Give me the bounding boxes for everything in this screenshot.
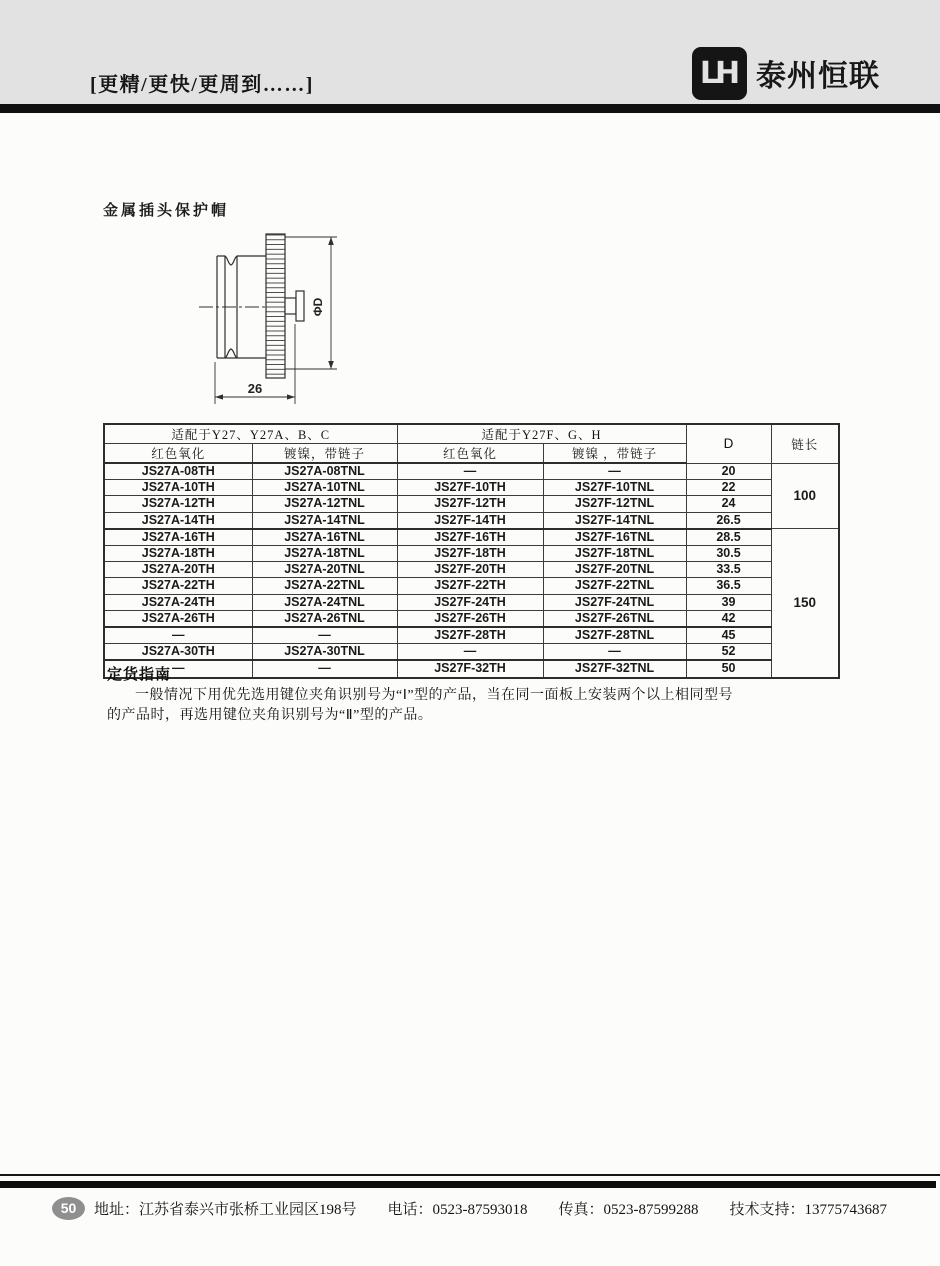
- model-cell: JS27F-12TNL: [543, 496, 686, 512]
- model-cell: JS27A-18TH: [104, 546, 252, 562]
- subheader-red-oxide-a: 红色氧化: [104, 444, 252, 464]
- footer: [52, 1196, 887, 1220]
- knurled-ring: [266, 234, 285, 378]
- model-cell: JS27F-18TH: [397, 546, 543, 562]
- header-slogan: [更精/更快/更周到……]: [90, 74, 314, 96]
- diameter-cell: 39: [686, 594, 771, 610]
- model-cell: JS27A-24TH: [104, 594, 252, 610]
- table-row: [104, 627, 839, 644]
- diameter-cell: 45: [686, 627, 771, 644]
- model-cell: JS27A-26TNL: [252, 610, 397, 627]
- model-cell: JS27A-14TH: [104, 512, 252, 529]
- model-cell: JS27A-30TH: [104, 644, 252, 661]
- model-cell: JS27F-20TH: [397, 562, 543, 578]
- model-cell: JS27A-12TNL: [252, 496, 397, 512]
- company-logo: [692, 46, 880, 100]
- diameter-cell: 50: [686, 660, 771, 677]
- model-cell: JS27A-12TH: [104, 496, 252, 512]
- model-cell: —: [104, 627, 252, 644]
- page-number-badge: 50: [52, 1197, 85, 1220]
- knob-cap: [296, 291, 304, 321]
- model-cell: —: [397, 644, 543, 661]
- table-row: [104, 610, 839, 627]
- subheader-nickel-chain-a: 镀镍，带链子: [252, 444, 397, 464]
- model-cell: JS27F-18TNL: [543, 546, 686, 562]
- table-row: [104, 660, 839, 677]
- model-cell: JS27F-26TH: [397, 610, 543, 627]
- model-cell: JS27A-08TNL: [252, 463, 397, 480]
- group-header-y27f: 适配于Y27F、G、H: [397, 424, 686, 444]
- model-cell: JS27A-14TNL: [252, 512, 397, 529]
- model-cell: JS27A-08TH: [104, 463, 252, 480]
- model-cell: —: [252, 660, 397, 677]
- model-cell: JS27A-22TH: [104, 578, 252, 594]
- header-rule: [0, 104, 940, 113]
- section-title: 金属插头保护帽: [103, 203, 230, 219]
- model-cell: JS27F-24TH: [397, 594, 543, 610]
- model-cell: —: [252, 627, 397, 644]
- dim-width-label: 26: [247, 381, 263, 396]
- model-cell: JS27F-28TH: [397, 627, 543, 644]
- model-cell: JS27F-22TNL: [543, 578, 686, 594]
- model-cell: —: [543, 463, 686, 480]
- model-cell: —: [104, 660, 252, 677]
- subheader-nickel-chain-f: 镀镍 ，带链子: [543, 444, 686, 464]
- model-cell: JS27F-16TH: [397, 529, 543, 546]
- table-row: [104, 644, 839, 661]
- model-cell: JS27F-28TNL: [543, 627, 686, 644]
- model-cell: JS27F-26TNL: [543, 610, 686, 627]
- model-cell: JS27F-32TNL: [543, 660, 686, 677]
- technical-drawing: [185, 221, 355, 413]
- footer-support: 技术支持：13775743687: [729, 1201, 888, 1218]
- group-header-y27: 适配于Y27、Y27A、B、C: [104, 424, 397, 444]
- model-cell: JS27F-24TNL: [543, 594, 686, 610]
- model-cell: JS27F-10TNL: [543, 480, 686, 496]
- diameter-cell: 52: [686, 644, 771, 661]
- table-row: [104, 578, 839, 594]
- ordering-guide-heading: 定货指南: [107, 667, 172, 683]
- table-row: [104, 463, 839, 480]
- table-row: [104, 512, 839, 529]
- chain-length-cell: 100: [771, 463, 839, 529]
- model-cell: JS27F-10TH: [397, 480, 543, 496]
- table-group-header-row: [104, 424, 839, 444]
- model-cell: JS27A-24TNL: [252, 594, 397, 610]
- model-cell: JS27A-30TNL: [252, 644, 397, 661]
- model-cell: JS27F-14TH: [397, 512, 543, 529]
- diameter-cell: 30.5: [686, 546, 771, 562]
- model-cell: JS27F-20TNL: [543, 562, 686, 578]
- footer-phone: 电话：0523-87593018: [387, 1201, 528, 1218]
- spec-table-body: [104, 463, 839, 678]
- company-name: 泰州恒联: [756, 60, 880, 93]
- model-cell: JS27F-16TNL: [543, 529, 686, 546]
- knob-stem: [285, 298, 296, 314]
- model-cell: —: [543, 644, 686, 661]
- diameter-cell: 22: [686, 480, 771, 496]
- diameter-cell: 20: [686, 463, 771, 480]
- model-cell: JS27A-18TNL: [252, 546, 397, 562]
- table-row: [104, 546, 839, 562]
- model-cell: JS27A-10TH: [104, 480, 252, 496]
- ordering-guide-line-2: 的产品时，再选用键位夹角识别号为“Ⅱ”型的产品。: [107, 708, 433, 723]
- table-row: [104, 496, 839, 512]
- model-cell: JS27F-22TH: [397, 578, 543, 594]
- diameter-cell: 26.5: [686, 512, 771, 529]
- chain-length-cell: 150: [771, 529, 839, 678]
- table-row: [104, 529, 839, 546]
- footer-rule-thin: [0, 1174, 940, 1176]
- model-cell: JS27A-22TNL: [252, 578, 397, 594]
- ordering-guide-body: [107, 686, 837, 726]
- model-cell: JS27A-20TNL: [252, 562, 397, 578]
- table-row: [104, 562, 839, 578]
- table-row: [104, 594, 839, 610]
- diameter-cell: 36.5: [686, 578, 771, 594]
- footer-address: 地址：江苏省泰兴市张桥工业园区198号: [94, 1201, 357, 1218]
- dim-diameter-label: ΦD: [311, 297, 325, 317]
- footer-fax: 传真：0523-87599288: [558, 1201, 699, 1218]
- model-cell: JS27F-12TH: [397, 496, 543, 512]
- chain-column-header: 链长: [771, 424, 839, 463]
- model-cell: JS27A-16TH: [104, 529, 252, 546]
- footer-rule-thick: [0, 1181, 936, 1188]
- model-cell: JS27F-14TNL: [543, 512, 686, 529]
- subheader-red-oxide-f: 红色氧化: [397, 444, 543, 464]
- diameter-cell: 24: [686, 496, 771, 512]
- diameter-cell: 28.5: [686, 529, 771, 546]
- spec-table: [103, 423, 840, 679]
- ordering-guide-line-1: 一般情况下用优先选用键位夹角识别号为“Ⅰ”型的产品，当在同一面板上安装两个以上相同型号: [135, 688, 734, 703]
- diameter-cell: 42: [686, 610, 771, 627]
- table-row: [104, 480, 839, 496]
- model-cell: JS27A-10TNL: [252, 480, 397, 496]
- model-cell: JS27A-26TH: [104, 610, 252, 627]
- d-column-header: D: [686, 424, 771, 463]
- model-cell: JS27F-32TH: [397, 660, 543, 677]
- model-cell: JS27A-20TH: [104, 562, 252, 578]
- diameter-cell: 33.5: [686, 562, 771, 578]
- model-cell: —: [397, 463, 543, 480]
- logo-monogram-icon: LH: [692, 47, 747, 100]
- model-cell: JS27A-16TNL: [252, 529, 397, 546]
